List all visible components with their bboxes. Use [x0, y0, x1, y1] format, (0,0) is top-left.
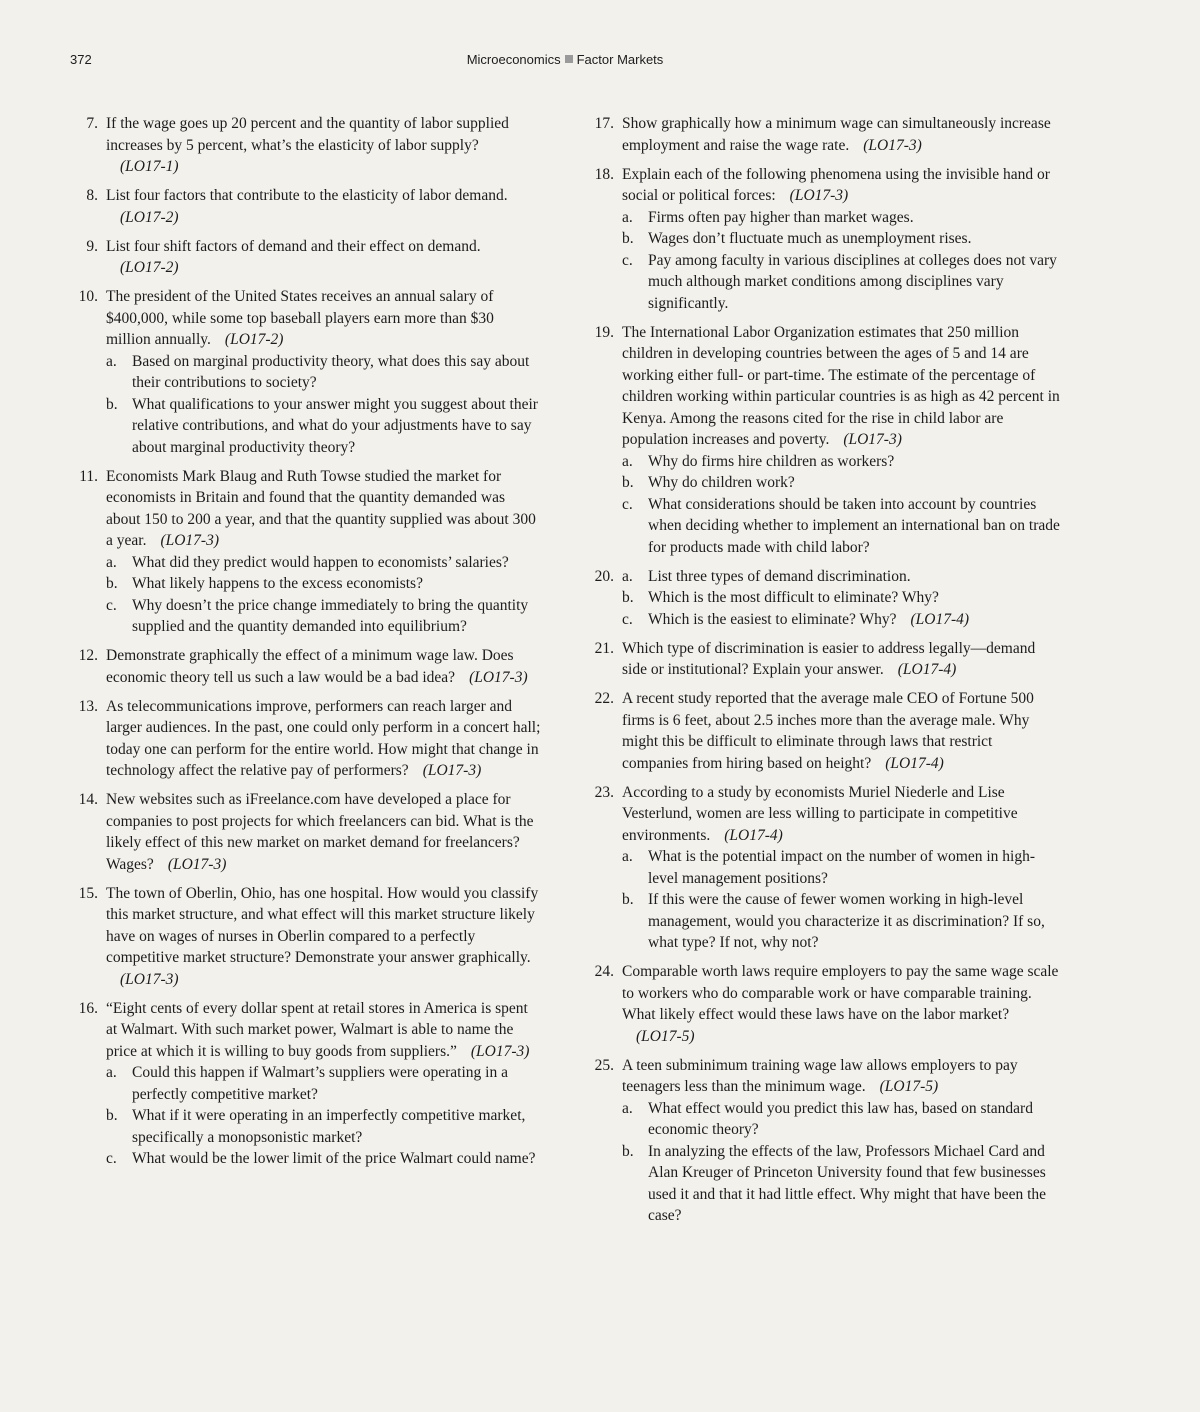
learning-objective: (LO17-2)	[120, 208, 179, 226]
question-number: 22.	[594, 690, 614, 707]
sub-question-label: b.	[622, 589, 634, 606]
question-number: 14.	[78, 791, 98, 808]
sub-question	[622, 207, 1062, 229]
learning-objective: (LO17-3)	[789, 187, 849, 204]
sub-question-text: Which is the easiest to eliminate? Why?	[648, 610, 897, 628]
sub-question-label: b.	[106, 395, 118, 413]
sub-question-text: Why do children work?	[648, 474, 795, 491]
question-text	[622, 113, 1062, 156]
question-item	[70, 645, 542, 688]
question-item	[70, 883, 542, 991]
question-text	[622, 322, 1062, 451]
question-number: 17.	[594, 115, 614, 132]
sub-question-text: Pay among faculty in various disciplines at colleges does not vary much although market conditions among disciplines vary significantly.	[648, 251, 1057, 312]
question-body: If the wage goes up 20 percent and the quantity of labor supplied increases by 5 percent, what’s the elasticity of labor supply?	[106, 115, 509, 154]
learning-objective: (LO17-4)	[885, 754, 944, 772]
question-text	[622, 164, 1062, 207]
learning-objective: (LO17-3)	[167, 855, 227, 873]
question-text	[106, 185, 542, 228]
learning-objective: (LO17-3)	[422, 762, 482, 779]
question-body: “Eight cents of every dollar spent at retail stores in America is spent at Walmart. With such market power, Walmart is able to name the price at which it is willing to buy goods from suppliers.”	[106, 999, 528, 1060]
question-item	[586, 638, 1062, 681]
question-item	[70, 998, 542, 1170]
question-text	[106, 696, 542, 782]
sub-question-text: What did they predict would happen to economists’ salaries?	[132, 553, 509, 571]
learning-objective: (LO17-3)	[469, 668, 528, 686]
sub-question-text: What would be the lower limit of the price Walmart could name?	[132, 1150, 536, 1167]
question-number: 16.	[78, 999, 98, 1017]
question-text	[106, 236, 542, 279]
sub-question	[622, 451, 1062, 473]
question-text	[622, 782, 1062, 847]
sub-question-text: If this were the cause of fewer women working in high-level management, would you characterize it as discrimination? If so, what type? If not, why not?	[648, 891, 1045, 951]
sub-question-label: b.	[622, 474, 634, 491]
sub-question-text: What likely happens to the excess economists?	[132, 575, 423, 592]
question-number: 8.	[86, 187, 98, 204]
question-item	[586, 688, 1062, 774]
question-text	[106, 645, 542, 688]
question-item	[586, 961, 1062, 1047]
question-body: Economists Mark Blaug and Ruth Towse studied the market for economists in Britain and found that the quantity demanded was about 150 to 200 a year, and that the quantity supplied was about 300 a year.	[106, 467, 536, 549]
sub-question	[622, 846, 1062, 889]
sub-question	[622, 1141, 1062, 1227]
sub-question	[622, 609, 1062, 631]
learning-objective: (LO17-4)	[910, 610, 970, 628]
sub-question	[622, 889, 1062, 954]
sub-question	[622, 566, 1062, 588]
sub-question	[106, 573, 542, 595]
sub-question-label: c.	[622, 610, 633, 628]
sub-question-label: c.	[622, 251, 633, 269]
question-body: Show graphically how a minimum wage can simultaneously increase employment and raise the wage rate.	[622, 115, 1051, 154]
sub-question	[622, 228, 1062, 250]
sub-question-label: c.	[106, 1150, 117, 1167]
sub-question-text: Firms often pay higher than market wages.	[648, 208, 914, 226]
sub-question	[622, 587, 1062, 609]
square-separator-icon	[565, 55, 573, 63]
sub-question-text: What if it were operating in an imperfectly competitive market, specifically a monopsonistic market?	[132, 1107, 526, 1146]
question-text	[106, 789, 542, 875]
right-column	[586, 113, 1062, 1234]
sub-question-label: a.	[622, 452, 633, 470]
question-number: 24.	[594, 963, 614, 980]
question-body: The International Labor Organization estimates that 250 million children in developing countries between the ages of 5 and 14 are working either full- or part-time. The estimate of the percentage of children working within particular countries is as high as 42 percent in Kenya. Among the reasons cited for the rise in child labor are population increases and poverty.	[622, 323, 1060, 448]
sub-question-label: b.	[622, 1142, 634, 1160]
sub-question-text: List three types of demand discrimination.	[648, 567, 911, 585]
learning-objective: (LO17-1)	[120, 158, 179, 175]
book-title: Microeconomics	[466, 52, 561, 67]
sub-question	[622, 494, 1062, 559]
sub-question-label: a.	[622, 567, 633, 585]
learning-objective: (LO17-3)	[863, 136, 922, 154]
question-body: Comparable worth laws require employers to pay the same wage scale to workers who do comparable work or have comparable training. What likely effect would these laws have on the labor market?	[622, 963, 1059, 1023]
sub-question-label: a.	[106, 352, 117, 370]
question-number: 20.	[594, 567, 614, 585]
learning-objective: (LO17-3)	[843, 431, 902, 448]
question-number: 18.	[594, 165, 614, 183]
question-body: Demonstrate graphically the effect of a minimum wage law. Does economic theory tell us such a law would be a bad idea?	[106, 647, 514, 686]
question-body: List four shift factors of demand and their effect on demand.	[106, 237, 481, 255]
question-text	[106, 113, 542, 178]
question-text	[106, 286, 542, 351]
sub-question	[106, 552, 542, 574]
question-item	[70, 236, 542, 279]
question-item	[586, 566, 1062, 631]
question-item	[70, 696, 542, 782]
question-item	[586, 1055, 1062, 1227]
question-number: 25.	[594, 1056, 614, 1074]
learning-objective: (LO17-3)	[160, 532, 220, 549]
question-number: 7.	[86, 115, 98, 132]
question-body: As telecommunications improve, performers can reach larger and larger audiences. In the past, one could only perform in a concert hall; today one can perform for the entire world. How might that change in technology affect the relative pay of performers?	[106, 697, 541, 779]
sub-question-text: Could this happen if Walmart’s suppliers were operating in a perfectly competitive market?	[132, 1064, 508, 1103]
learning-objective: (LO17-4)	[724, 826, 783, 844]
learning-objective: (LO17-2)	[224, 331, 284, 348]
sub-question	[106, 394, 542, 459]
question-text	[106, 883, 542, 991]
learning-objective: (LO17-3)	[120, 970, 179, 988]
question-text	[622, 1055, 1062, 1098]
sub-question-label: b.	[106, 1107, 118, 1124]
question-body: The president of the United States receives an annual salary of $400,000, while some top baseball players earn more than $30 million annually.	[106, 288, 494, 348]
sub-question-label: b.	[106, 575, 118, 592]
sub-question	[106, 1148, 542, 1170]
question-body: New websites such as iFreelance.com have developed a place for companies to post projects for which freelancers can bid. What is the likely effect of this new market on market demand for freelancers? Wages?	[106, 791, 534, 873]
question-item	[586, 322, 1062, 559]
question-item	[70, 466, 542, 638]
sub-question-label: c.	[106, 596, 117, 614]
sub-question	[106, 351, 542, 394]
question-body: The town of Oberlin, Ohio, has one hospital. How would you classify this market structure, and what effect will this market structure likely have on wages of nurses in Oberlin compared to a perfectly competitive market structure? Demonstrate your answer graphically.	[106, 884, 539, 966]
question-number: 10.	[78, 288, 98, 305]
sub-question-label: b.	[622, 891, 634, 908]
learning-objective: (LO17-4)	[897, 661, 957, 678]
question-number: 11.	[79, 467, 98, 485]
question-number: 15.	[78, 884, 98, 902]
sub-question-label: c.	[622, 495, 633, 513]
running-title	[0, 52, 1130, 67]
question-body: A recent study reported that the average male CEO of Fortune 500 firms is 6 feet, about 2.5 inches more than the average male. Why might this be difficult to eliminate through laws that restrict companies from hiring based on height?	[622, 690, 1034, 772]
sub-question	[106, 1062, 542, 1105]
page-number: 372	[70, 52, 92, 67]
sub-question-text: Wages don’t fluctuate much as unemployment rises.	[648, 230, 972, 247]
sub-question-text: What is the potential impact on the number of women in high-level management positions?	[648, 848, 1035, 887]
left-column	[70, 113, 542, 1177]
sub-question-label: a.	[106, 553, 117, 571]
question-item	[70, 286, 542, 458]
question-body: List four factors that contribute to the elasticity of labor demand.	[106, 187, 508, 204]
sub-question	[622, 250, 1062, 315]
question-number: 12.	[78, 647, 98, 664]
sub-question	[106, 1105, 542, 1148]
question-text	[622, 638, 1062, 681]
sub-question-text: In analyzing the effects of the law, Professors Michael Card and Alan Kreuger of Princeton University found that few businesses used it and that it had little effect. Why might that have been the case?	[648, 1142, 1047, 1224]
question-item	[586, 113, 1062, 156]
sub-question	[106, 595, 542, 638]
question-text	[622, 961, 1062, 1047]
sub-question-label: b.	[622, 230, 634, 247]
sub-question-label: a.	[622, 208, 633, 226]
sub-question	[622, 472, 1062, 494]
sub-question-label: a.	[106, 1064, 117, 1081]
question-item	[70, 789, 542, 875]
question-number: 13.	[78, 697, 98, 715]
question-number: 21.	[594, 639, 614, 657]
sub-question	[622, 1098, 1062, 1141]
sub-question-text: What qualifications to your answer might you suggest about their relative contributions, and what do your adjustments have to say about marginal productivity theory?	[132, 395, 538, 456]
question-item	[70, 185, 542, 228]
question-item	[586, 164, 1062, 315]
learning-objective: (LO17-5)	[636, 1027, 695, 1045]
question-body: Which type of discrimination is easier to address legally—demand side or institutional? Explain your answer.	[622, 639, 1036, 678]
question-item	[70, 113, 542, 178]
learning-objective: (LO17-3)	[470, 1042, 530, 1060]
question-body: A teen subminimum training wage law allows employers to pay teenagers less than the minimum wage.	[622, 1056, 1018, 1095]
sub-question-text: Why do firms hire children as workers?	[648, 452, 895, 470]
sub-question-text: Based on marginal productivity theory, what does this say about their contributions to society?	[132, 352, 530, 391]
sub-question-label: a.	[622, 848, 633, 865]
chapter-title: Factor Markets	[576, 52, 664, 67]
sub-question-text: What considerations should be taken into account by countries when deciding whether to implement an international ban on trade for products made with child labor?	[648, 495, 1060, 556]
question-number: 23.	[594, 783, 614, 801]
sub-question-label: a.	[622, 1099, 633, 1117]
question-text	[622, 688, 1062, 774]
learning-objective: (LO17-5)	[879, 1078, 939, 1095]
sub-question-text: Which is the most difficult to eliminate? Why?	[648, 589, 939, 606]
question-body: Explain each of the following phenomena using the invisible hand or social or political forces:	[622, 165, 1050, 204]
question-number: 19.	[594, 323, 614, 341]
running-head	[0, 52, 1200, 72]
question-text	[106, 466, 542, 552]
learning-objective: (LO17-2)	[120, 259, 179, 276]
sub-question-text: What effect would you predict this law has, based on standard economic theory?	[648, 1099, 1033, 1138]
question-text	[106, 998, 542, 1063]
question-body: According to a study by economists Muriel Niederle and Lise Vesterlund, women are less willing to participate in competitive environments.	[622, 783, 1018, 844]
question-number: 9.	[86, 237, 98, 255]
sub-question-text: Why doesn’t the price change immediately to bring the quantity supplied and the quantity demanded into equilibrium?	[132, 596, 529, 635]
question-item	[586, 782, 1062, 954]
